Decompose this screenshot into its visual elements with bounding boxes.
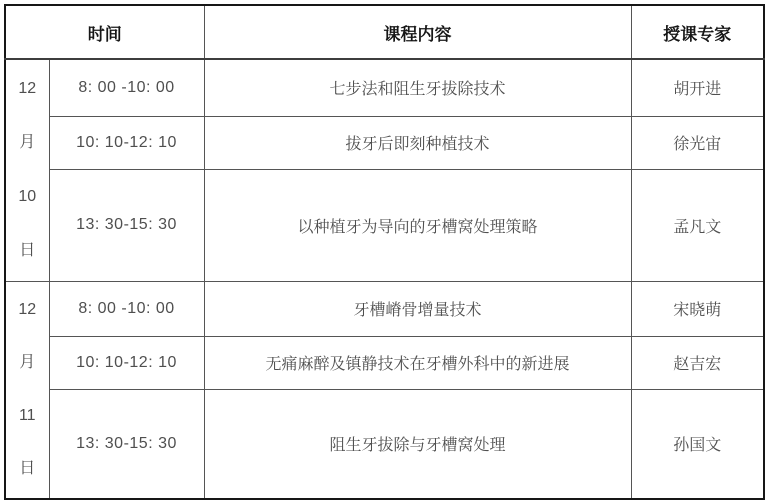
header-expert: 授课专家 [631, 5, 764, 59]
time-cell: 13: 30-15: 30 [49, 389, 204, 499]
date-line: 12 [18, 80, 37, 98]
expert-cell: 宋晓萌 [631, 281, 764, 336]
time-cell: 10: 10-12: 10 [49, 116, 204, 169]
content-cell: 牙槽嵴骨增量技术 [204, 281, 631, 336]
table-row [5, 169, 764, 281]
expert-cell: 孙国文 [631, 389, 764, 499]
header-row [5, 5, 764, 59]
time-cell: 8: 00 -10: 00 [49, 281, 204, 336]
content-cell: 阻生牙拔除与牙槽窝处理 [204, 389, 631, 499]
content-cell: 无痛麻醉及镇静技术在牙槽外科中的新进展 [204, 336, 631, 389]
header-course-content: 课程内容 [204, 5, 631, 59]
date-line: 月 [19, 134, 36, 152]
expert-cell: 胡开进 [631, 59, 764, 116]
expert-cell: 赵吉宏 [631, 336, 764, 389]
header-time: 时间 [5, 5, 204, 59]
date-line: 11 [18, 407, 36, 425]
date-line: 日 [19, 460, 36, 478]
table-row [5, 116, 764, 169]
expert-cell: 徐光宙 [631, 116, 764, 169]
table-row [5, 59, 764, 116]
table-row [5, 281, 764, 336]
date-cell-dec-10 [5, 59, 49, 281]
content-cell: 拔牙后即刻种植技术 [204, 116, 631, 169]
content-cell: 七步法和阻生牙拔除技术 [204, 59, 631, 116]
time-cell: 8: 00 -10: 00 [49, 59, 204, 116]
date-line: 12 [18, 301, 37, 319]
expert-cell: 孟凡文 [631, 169, 764, 281]
date-line: 10 [18, 188, 37, 206]
table-row [5, 389, 764, 499]
date-line: 日 [19, 242, 36, 260]
date-vertical-text [6, 284, 49, 496]
table-row [5, 336, 764, 389]
date-vertical-text [6, 62, 49, 278]
course-schedule-table [4, 4, 765, 500]
date-line: 月 [19, 354, 36, 372]
time-cell: 13: 30-15: 30 [49, 169, 204, 281]
date-cell-dec-11 [5, 281, 49, 499]
time-cell: 10: 10-12: 10 [49, 336, 204, 389]
content-cell: 以种植牙为导向的牙槽窝处理策略 [204, 169, 631, 281]
